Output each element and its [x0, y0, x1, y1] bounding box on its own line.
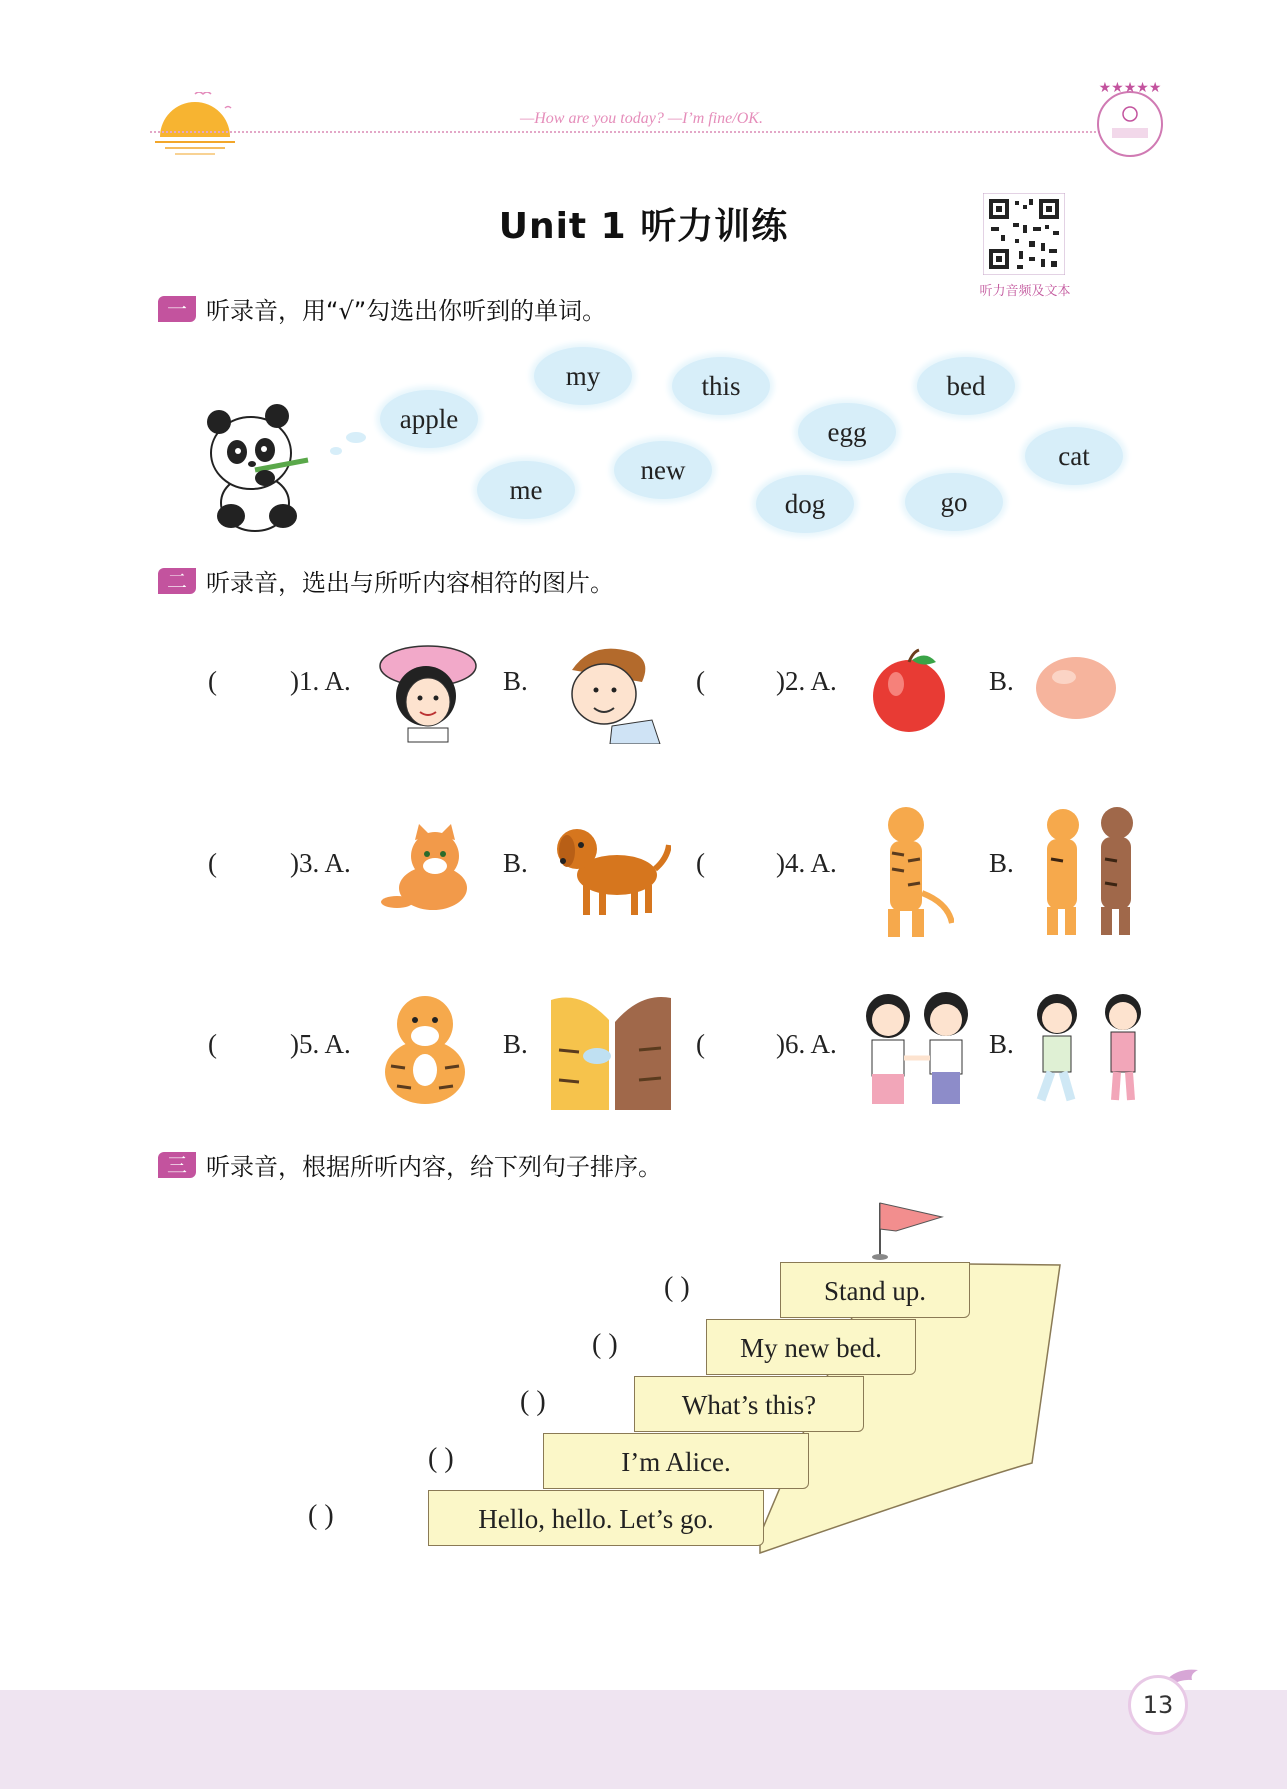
- word-bubble[interactable]: this: [672, 357, 770, 415]
- dog-icon[interactable]: [547, 815, 671, 921]
- word-bubble[interactable]: dog: [756, 475, 854, 533]
- answer-paren[interactable]: (: [208, 1029, 217, 1059]
- word-bubble[interactable]: apple: [380, 390, 478, 448]
- kids-holding-hands-icon[interactable]: [858, 988, 978, 1108]
- section-3-badge: 三: [158, 1152, 196, 1178]
- two-tigers-icon[interactable]: [1031, 803, 1151, 939]
- answer-paren[interactable]: (: [696, 1029, 705, 1059]
- answer-paren[interactable]: (: [696, 848, 705, 878]
- question-number: )2. A.: [776, 666, 837, 696]
- word-bubble[interactable]: go: [905, 473, 1003, 531]
- question-number: )3. A.: [290, 848, 351, 878]
- sentence-step: Stand up.: [780, 1262, 970, 1318]
- order-blank[interactable]: ( ): [592, 1329, 618, 1360]
- brand-logo-icon: [1090, 78, 1170, 168]
- qr-caption: 听力音频及文本: [979, 284, 1071, 299]
- header-divider: [150, 131, 1100, 133]
- section-3-header: [158, 1147, 662, 1182]
- tiger-standing-icon[interactable]: [858, 803, 954, 939]
- page-number: 13: [1128, 1675, 1188, 1735]
- word-bubble[interactable]: my: [534, 347, 632, 405]
- section-2-instruction: 听录音，选出与所听内容相符的图片。: [206, 569, 614, 597]
- order-blank[interactable]: ( ): [428, 1443, 454, 1474]
- option-b-label: B.: [503, 848, 528, 878]
- answer-paren[interactable]: (: [696, 666, 705, 696]
- sentence-step: What’s this?: [634, 1376, 864, 1432]
- apple-icon[interactable]: [866, 648, 952, 734]
- question-number: )1. A.: [290, 666, 351, 696]
- cat-icon[interactable]: [381, 822, 477, 914]
- question-number: )6. A.: [776, 1029, 837, 1059]
- footer-band: [0, 1690, 1287, 1789]
- sentence-step: My new bed.: [706, 1319, 916, 1375]
- question-number: )5. A.: [290, 1029, 351, 1059]
- order-blank[interactable]: ( ): [520, 1386, 546, 1417]
- thought-puff: [330, 447, 342, 455]
- order-blank[interactable]: ( ): [664, 1272, 690, 1303]
- qr-code-icon[interactable]: [983, 193, 1065, 275]
- section-3-instruction: 听录音，根据所听内容，给下列句子排序。: [206, 1153, 662, 1181]
- page-title: Unit 1 听力训练: [498, 206, 789, 247]
- svg-text:★★★★★: ★★★★★: [1098, 80, 1162, 96]
- option-b-label: B.: [503, 666, 528, 696]
- word-bubble[interactable]: me: [477, 461, 575, 519]
- question-number: )4. A.: [776, 848, 837, 878]
- egg-icon[interactable]: [1034, 655, 1118, 721]
- section-1-instruction: 听录音，用“√”勾选出你听到的单词。: [206, 297, 607, 325]
- answer-paren[interactable]: (: [208, 666, 217, 696]
- section-2-header: [158, 563, 614, 598]
- order-blank[interactable]: ( ): [308, 1500, 334, 1531]
- option-b-label: B.: [989, 848, 1014, 878]
- option-b-label: B.: [503, 1029, 528, 1059]
- panda-icon: [203, 398, 313, 533]
- thought-puff: [346, 432, 366, 443]
- tigers-talking-icon[interactable]: [549, 990, 673, 1110]
- section-1-header: [158, 291, 606, 326]
- option-b-label: B.: [989, 1029, 1014, 1059]
- sentence-step: I’m Alice.: [543, 1433, 809, 1489]
- boy-icon[interactable]: [552, 640, 662, 744]
- option-b-label: B.: [989, 666, 1014, 696]
- tiger-sitting-icon[interactable]: [377, 990, 473, 1106]
- kids-walking-icon[interactable]: [1027, 988, 1151, 1106]
- word-bubble[interactable]: cat: [1025, 427, 1123, 485]
- girl-with-hat-icon[interactable]: [376, 640, 480, 744]
- word-bubble[interactable]: egg: [798, 403, 896, 461]
- word-bubble[interactable]: new: [614, 441, 712, 499]
- section-2-badge: 二: [158, 568, 196, 594]
- header-motto: —How are you today? —I’m fine/OK.: [520, 110, 763, 127]
- section-1-badge: 一: [158, 296, 196, 322]
- answer-paren[interactable]: (: [208, 848, 217, 878]
- word-bubble[interactable]: bed: [917, 357, 1015, 415]
- sentence-step: Hello, hello. Let’s go.: [428, 1490, 764, 1546]
